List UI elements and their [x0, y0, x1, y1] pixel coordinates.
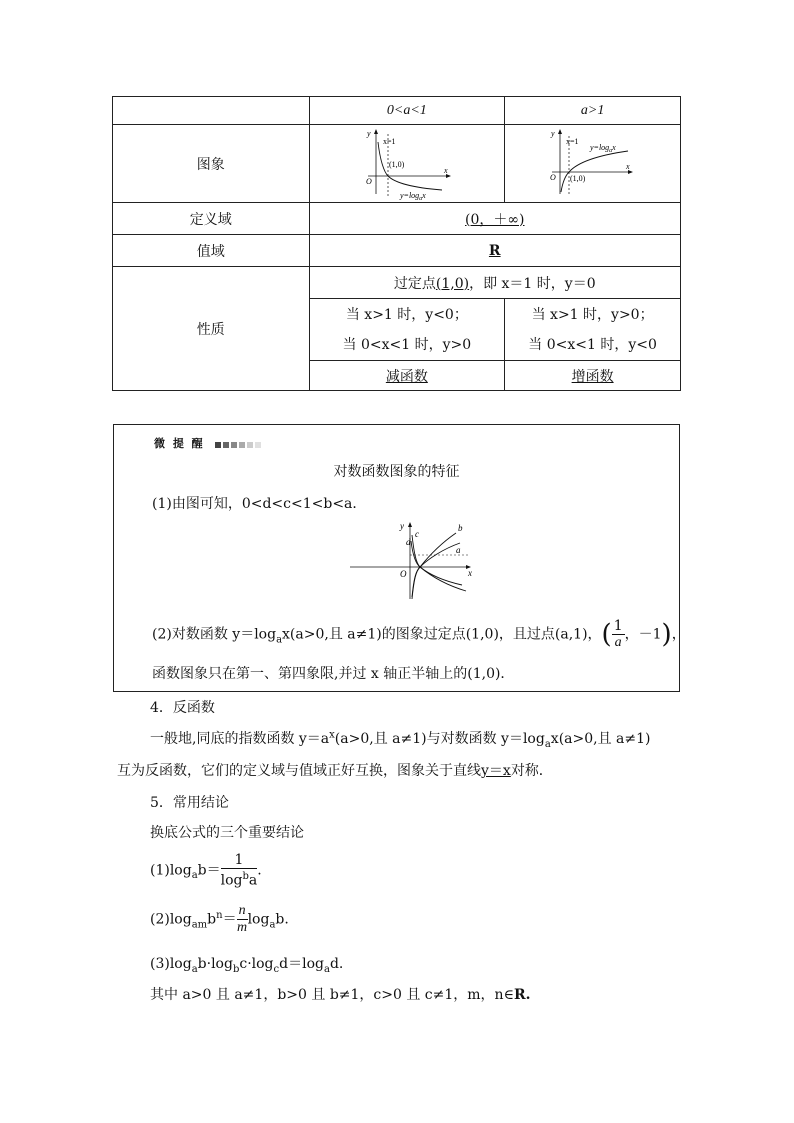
square-icon [239, 442, 245, 448]
header-empty-cell [113, 97, 310, 125]
fixed-point-label: (1,0) [388, 159, 405, 169]
range-value: R [309, 235, 681, 267]
square-icon [231, 442, 237, 448]
sign-big: 当 x>1 时，y>0； 当 0<x<1 时，y<0 [505, 299, 681, 361]
axis-x-label: x [443, 165, 448, 175]
curve-d-label: d [406, 537, 411, 547]
square-icon [247, 442, 253, 448]
fixed-point-label: (1,0) [569, 173, 585, 183]
section-5-intro: 换底公式的三个重要结论 [150, 825, 304, 841]
section-4-para-line2: 互为反函数，它们的定义域与值域正好互换，图象关于直线y＝x对称． [117, 763, 553, 779]
row-label-domain: 定义域 [113, 203, 310, 235]
section-4-para-line1: 一般地,同底的指数函数 $y=a^x(a>0$,且 a≠1)与对数函数 $y=\log_ax(a>0$,且 a≠1) [150, 729, 651, 750]
monotonic-small: 减函数 [309, 361, 505, 391]
conditions-line: 其中 a>0 且 a≠1，b>0 且 b≠1，c>0 且 c≠1，m，n∈R. [150, 987, 531, 1003]
decorative-squares [215, 438, 263, 451]
section-4-heading: 4．反函数 [150, 700, 215, 716]
row-label-range: 值域 [113, 235, 310, 267]
monotonic-big: 增函数 [505, 361, 681, 391]
tip-title: 对数函数图象的特征 [333, 464, 460, 480]
asymptote-label: x=1 [565, 136, 579, 146]
curve-label: $y=\log_ax$ [589, 142, 616, 154]
axis-y-label: y [400, 521, 404, 531]
square-icon [255, 442, 261, 448]
sign-small: 当 x>1 时，y<0； 当 0<x<1 时，y>0 [309, 299, 505, 361]
header-a-small: 0<a<1 [309, 97, 505, 125]
graph-decreasing-log [362, 128, 452, 200]
curve-c-label: c [415, 529, 419, 539]
asymptote-label: x=1 [382, 136, 396, 146]
square-icon [223, 442, 229, 448]
tip-item-1: (1)由图可知，0<d<c<1<b<a． [152, 496, 367, 512]
curve-label: $y=\log_ax$ [399, 190, 426, 200]
tip-box [113, 424, 686, 692]
fixed-point-row: 过定点(1,0)，即 x＝1 时，y＝0 [309, 267, 681, 299]
header-a-big: a>1 [505, 97, 681, 125]
origin-label: O [365, 176, 372, 186]
axis-y-label: y [550, 128, 555, 138]
tip-item-3: 函数图象只在第一、第四象限,并过 x 轴正半轴上的(1,0)． [152, 666, 515, 682]
origin-label: O [549, 172, 556, 182]
row-label-graph: 图象 [113, 125, 310, 203]
formula-2: $(2)\log_{am}b^n=$ $\frac{n}{m}$ $\log_ab$. [150, 903, 289, 935]
graph-cell-big [505, 125, 681, 203]
formula-1: $(1)\log_ab=$ $\frac{1}{\log^ba}$ . [150, 852, 262, 889]
row-label-property: 性质 [113, 267, 310, 391]
origin-label: O [400, 569, 407, 579]
tip-item-2: (2)对数函数 $y=\log_ax(a>0$,且 a≠1)的图象过定点(1,0)，且过点(a,1)，( $\frac{1}{a}$ ，－1)， [152, 618, 686, 650]
log-properties-table [112, 96, 681, 391]
domain-value: (0，＋∞) [309, 203, 681, 235]
graph-cell-small [309, 125, 505, 203]
curve-b-label: b [458, 523, 463, 533]
graph-increasing-log [548, 128, 638, 200]
axis-x-label: x [468, 568, 472, 578]
tip-header: 微 提 醒 [154, 435, 263, 451]
square-icon [215, 442, 221, 448]
curve-a-label: a [456, 545, 461, 555]
log-curves-diagram [348, 519, 478, 601]
formula-3: $(3)\log_ab\cdot\log_bc\cdot\log_cd=\log_ad$. [150, 956, 344, 975]
axis-x-label: x [625, 161, 630, 171]
section-5-heading: 5．常用结论 [150, 795, 229, 811]
axis-y-label: y [366, 128, 371, 138]
